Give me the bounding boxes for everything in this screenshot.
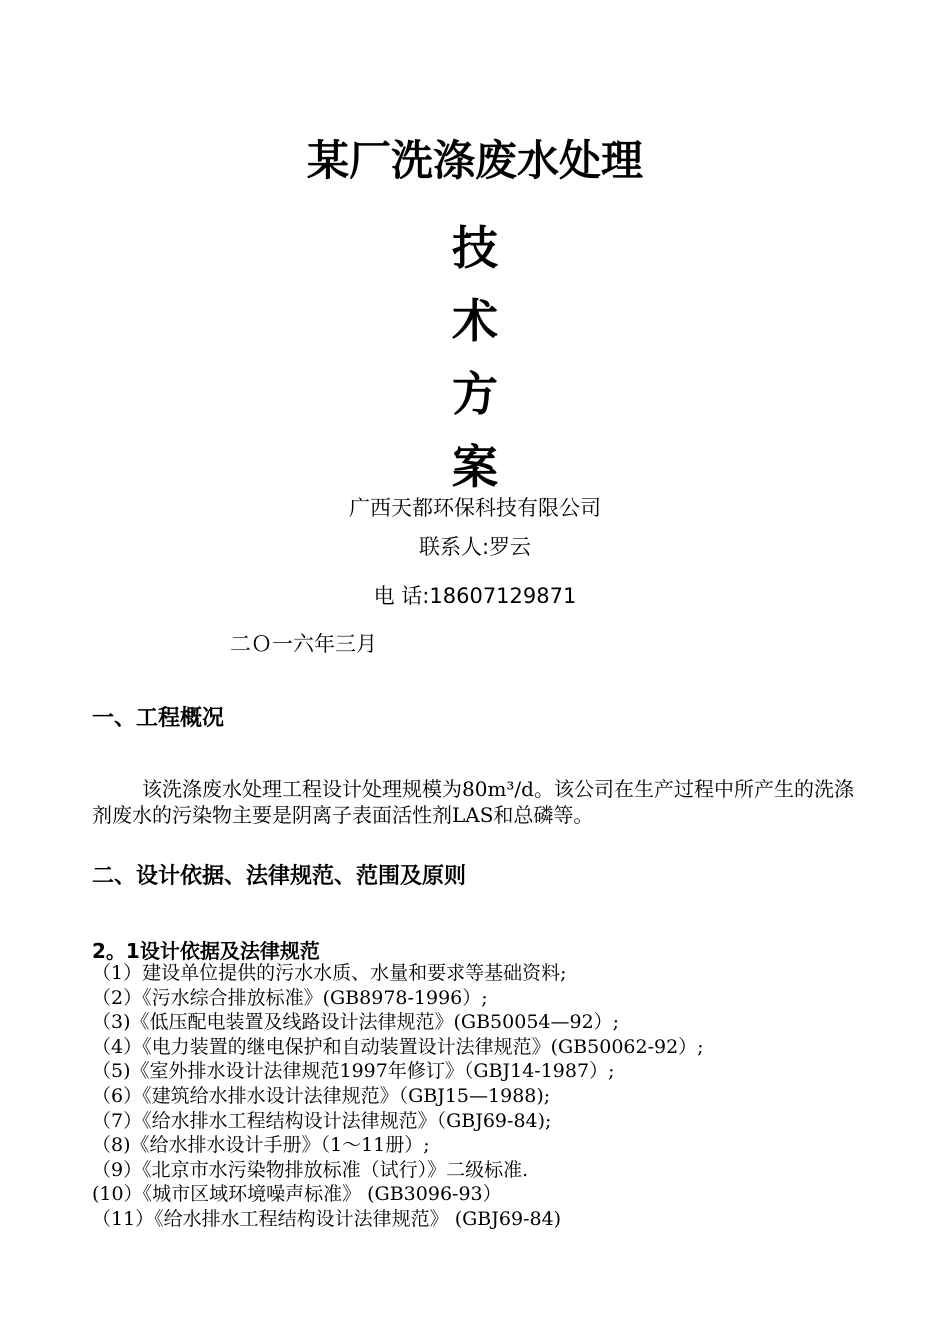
reference-item: （8)《给水排水设计手册》（1～11册）; bbox=[92, 1134, 430, 1157]
company-name: 广西天都环保科技有限公司 bbox=[349, 496, 601, 520]
section1-paragraph-text: 该洗涤废水处理工程设计处理规模为80m³/d。该公司在生产过程中所产生的洗涤剂废水的污染物主要是阴离子表面活性剂LAS和总磷等。 bbox=[92, 777, 854, 827]
section2-subheading: 2。1设计依据及法律规范 bbox=[92, 939, 320, 963]
contact-person: 联系人:罗云 bbox=[418, 535, 532, 559]
document-date: 二Ｏ一六年三月 bbox=[230, 632, 377, 656]
reference-list bbox=[92, 961, 704, 1232]
section2-heading: 二、设计依据、法律规范、范围及原则 bbox=[92, 864, 467, 889]
reference-item: （6）《建筑给水排水设计法律规范》（GBJ15—1988); bbox=[92, 1084, 551, 1107]
section1-heading: 一、工程概况 bbox=[92, 706, 225, 731]
reference-item: (10）《城市区域环境噪声标准》 (GB3096-93） bbox=[92, 1183, 502, 1206]
title-char-fang: 方 bbox=[452, 367, 498, 421]
reference-item: （5)《室外排水设计法律规范1997年修订》（GBJ14-1987）; bbox=[92, 1060, 615, 1083]
title-char-an: 案 bbox=[452, 440, 498, 494]
reference-item: （2）《污水综合排放标准》(GB8978-1996）; bbox=[92, 986, 488, 1009]
section1-paragraph bbox=[92, 776, 872, 828]
reference-item: （3)《低压配电装置及线路设计法律规范》(GB50054—92）; bbox=[92, 1011, 620, 1034]
reference-item: （4）《电力装置的继电保护和自动装置设计法律规范》(GB50062-92）; bbox=[92, 1035, 704, 1058]
reference-item: （9）《北京市水污染物排放标准（试行）》二级标准. bbox=[92, 1158, 529, 1181]
title-char-shu: 术 bbox=[452, 294, 498, 348]
reference-item: （7）《给水排水工程结构设计法律规范》（GBJ69-84); bbox=[92, 1109, 552, 1132]
phone-number: 电 话:18607129871 bbox=[373, 584, 577, 608]
title-char-ji: 技 bbox=[452, 221, 498, 275]
reference-item: （11）《给水排水工程结构设计法律规范》 (GBJ69-84) bbox=[92, 1207, 562, 1230]
reference-item: （1）建设单位提供的污水水质、水量和要求等基础资料; bbox=[92, 962, 567, 984]
document-title: 某厂洗涤废水处理 bbox=[306, 136, 643, 185]
